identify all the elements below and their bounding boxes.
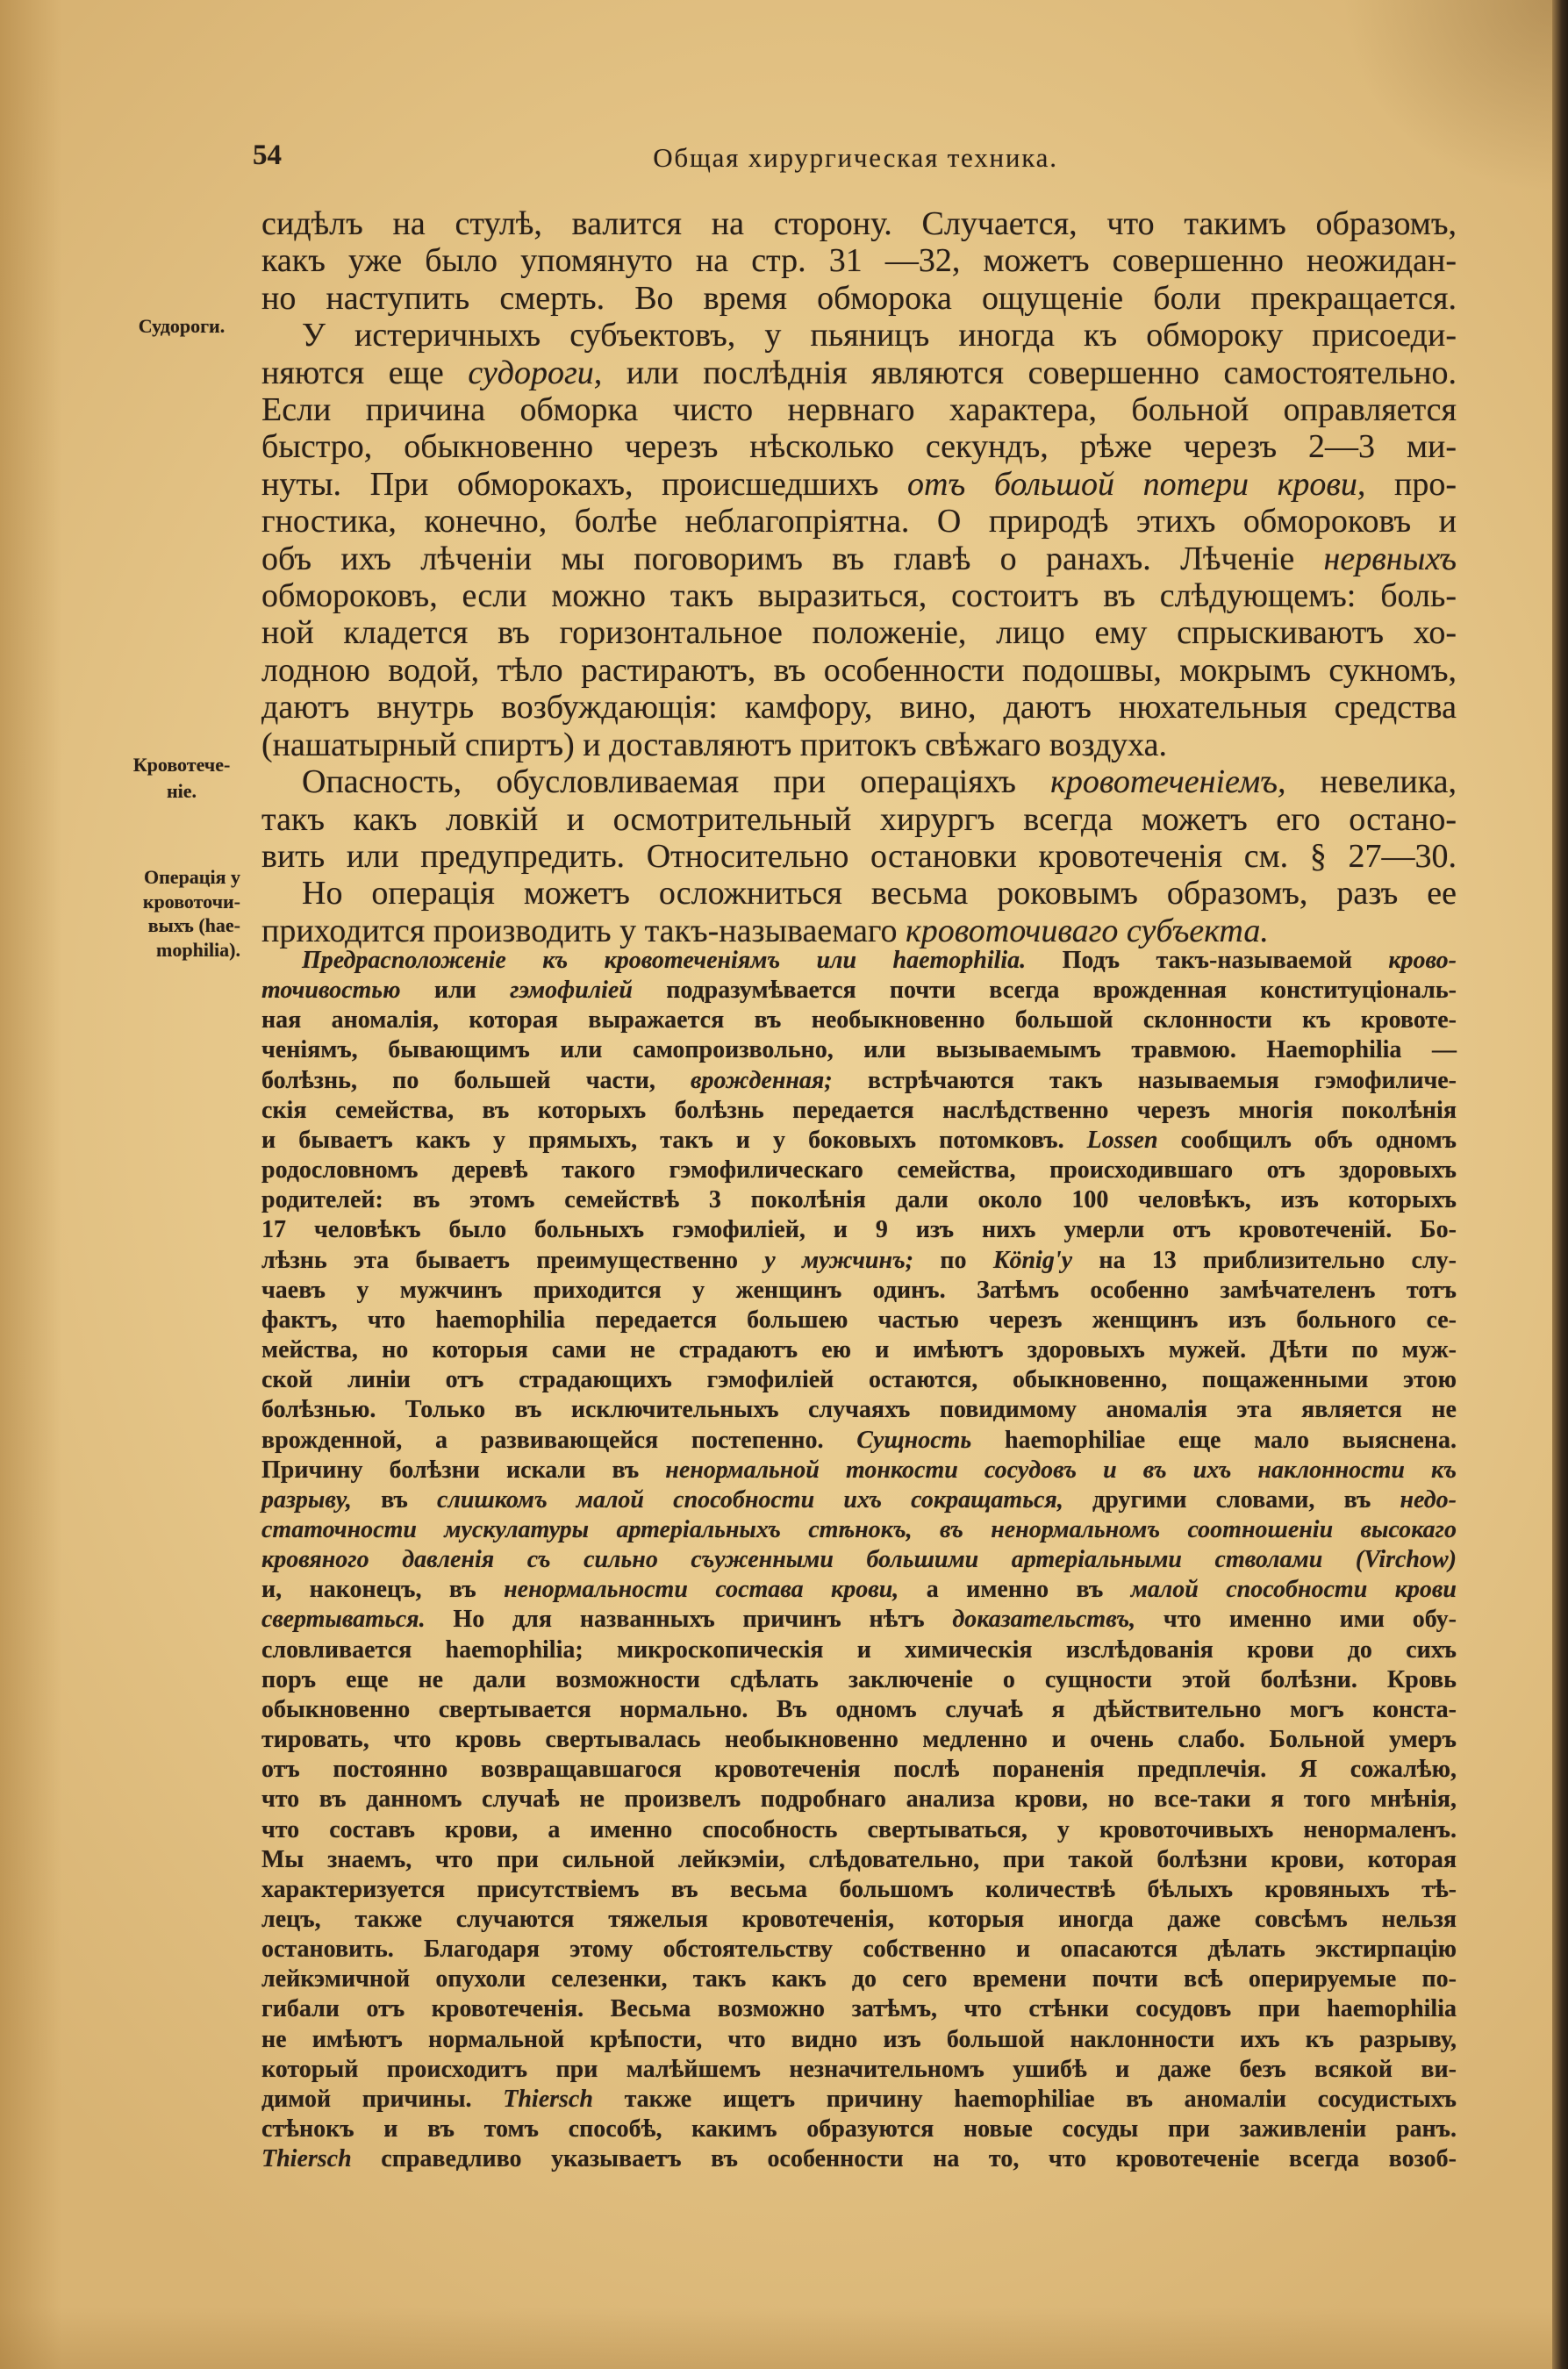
margin-note-line: выхъ (hae- [147,914,240,936]
text-line [261,1515,1457,1545]
running-head: Общая хирургическая техника. [653,142,1058,173]
emphasis-run: слишкомъ малой способности ихъ сокращаться, [437,1485,1063,1514]
text-run: а именно въ [899,1576,1131,1604]
margin-note-bleeding [123,752,240,805]
text-line: характеризуется присутствіемъ въ весьма большомъ количествѣ бѣлыхъ кровяныхъ тѣ- [261,1875,1457,1903]
text-line: чаевъ у мужчинъ приходится у женщинъ одинъ. Затѣмъ особенно замѣчателенъ тотъ [261,1276,1457,1304]
text-run: про- [1365,465,1457,503]
margin-note-line: Операція у [144,866,240,888]
emphasis-run: кровоточиваго субъекта. [906,912,1269,949]
text-line: ской линіи отъ страдающихъ гэмофиліей остаются, обыкновенно, пощаженными этою [261,1366,1457,1394]
emphasis-run: недо- [1400,1485,1457,1514]
emphasis-run: свертываться. [261,1606,426,1634]
text-line: какъ уже было упомянуто на стр. 31 —32, можетъ совершенно неожидан- [261,242,1457,280]
emphasis-run: нервныхъ [1323,540,1457,577]
text-line: лейкэмичной опухоли селезенки, такъ какъ до сего времени почти всѣ оперируемые по- [261,1965,1457,1993]
text-line: 17 человѣкъ было больныхъ гэмофиліей, и 9 изъ нихъ умерли отъ кровотеченій. Бо- [261,1216,1457,1244]
text-run: Причину болѣзни искали въ [261,1456,666,1484]
text-line: лецъ, также случаются тяжелыя кровотеченія, которыя иногда даже совсѣмъ нельзя [261,1906,1457,1933]
emphasis-run: ненормальной тонкости сосудовъ и въ ихъ наклонности къ [665,1456,1457,1484]
text-line [261,1575,1457,1605]
text-line: родителей: въ этомъ семействѣ 3 поколѣнія дали около 100 человѣкъ, изъ которыхъ [261,1186,1457,1214]
emphasis-run: Thiersch [503,2085,593,2113]
text-line [261,354,1457,391]
text-line: что въ данномъ случаѣ не произвелъ подробнаго анализа крови, но все-таки я того мнѣнія, [261,1786,1457,1814]
text-line: обмороковъ, если можно такъ выразиться, состоитъ въ слѣдующемъ: боль- [261,577,1457,615]
text-run: Но для названныхъ причинъ нѣтъ [425,1606,953,1634]
text-line: ная аномалія, которая выражается въ необыкновенно большой склонности къ кровоте- [261,1006,1457,1034]
text-line [261,976,1457,1006]
text-line: стѣнокъ и въ томъ способѣ, какимъ образуются новые сосуды при заживленіи ранъ. [261,2115,1457,2144]
text-run: объ ихъ лѣченіи мы поговоримъ въ главѣ о ранахъ. Лѣченіе [261,540,1324,577]
emphasis-run: гэмофиліей [510,977,633,1005]
margin-note-line: Кровотече- [132,754,231,776]
text-run: врожденной, а развивающейся постепенно. [261,1426,857,1454]
text-run: другими словами, въ [1063,1485,1400,1514]
text-line: даютъ внутрь возбуждающія: камфору, вино, даютъ нюхательныя средства [261,689,1457,726]
text-line [261,1126,1457,1156]
emphasis-run: крово- [1388,947,1457,974]
text-line [261,1246,1457,1276]
margin-note-operation-haemophilia [123,865,240,962]
text-line: обыкновенно свертывается нормально. Въ одномъ случаѣ я дѣйствительно могъ конста- [261,1695,1457,1723]
text-run: подразумѣвается почти всегда врожденная конституціональ- [632,977,1457,1005]
emphasis-run: врожденная; [691,1066,833,1094]
text-line: Но операція можетъ осложниться весьма роковымъ образомъ, разъ ее [302,875,1457,913]
text-line [261,1545,1457,1575]
text-run: нуты. При обморокахъ, происшедшихъ [261,465,908,503]
text-line: Если причина обморка чисто нервнаго характера, больной оправляется [261,391,1457,429]
text-line: гибали отъ кровотеченія. Весьма возможно затѣмъ, что стѣнки сосудовъ при haemophilia [261,1995,1457,2023]
emphasis-run: статочности мускулатуры артеріальныхъ стѣнокъ, въ ненормальномъ соотношеніи высокаго [261,1515,1457,1543]
margin-note-seizures [123,314,240,339]
emphasis-run: доказательствъ, [952,1606,1136,1634]
text-run: въ [351,1485,438,1514]
emphasis-run: Сущность [856,1426,972,1454]
text-run: также ищетъ причину haemophiliae въ аномаліи сосудистыхъ [592,2085,1457,2113]
text-run: по [913,1246,993,1274]
text-line: гностика, конечно, болѣе неблагопріятна. О природѣ этихъ обмороковъ и [261,503,1457,540]
page-edge-shadow-left [0,0,61,2369]
text-run: лѣзнь эта бываетъ преимущественно [261,1246,765,1274]
emphasis-run: Lossen [1086,1126,1158,1154]
text-run: сообщилъ объ одномъ [1157,1126,1457,1154]
text-run: невелика, [1285,763,1457,801]
page-edge-shadow-bottom [0,2308,1568,2369]
text-run: и, наконецъ, въ [261,1576,505,1604]
text-line: У истеричныхъ субъектовъ, у пьяницъ иногда къ обмороку присоеди- [302,317,1457,354]
text-line [261,1066,1457,1096]
text-line [261,2144,1457,2174]
emphasis-run: кровяного давленія съ сильно съуженными большими артеріальными стволами (Virchow) [261,1546,1457,1574]
text-run: или послѣднія являются совершенно самостоятельно. [602,354,1457,391]
emphasis-run: Предрасположеніе къ кровотеченіямъ или haemophilia. [302,947,1027,974]
emphasis-run: у мужчинъ; [764,1246,914,1274]
emphasis-run: отъ большой потери крови, [907,465,1366,503]
emphasis-run: ненормальности состава крови, [504,1576,899,1604]
text-line: словливается haemophilia; микроскопическія и химическія изслѣдованія крови до сихъ [261,1635,1457,1664]
emphasis-run: König'у [992,1246,1073,1274]
text-line [261,1426,1457,1456]
text-line: ной кладется въ горизонтальное положеніе, лицо ему спрыскиваютъ хо- [261,614,1457,652]
text-run: что именно ими обу- [1135,1606,1457,1634]
text-line [302,946,1457,976]
page-corner-shadow [1342,0,1552,193]
text-line: (нашатырный спиртъ) и доставляютъ притокъ свѣжаго воздуха. [261,726,1168,763]
text-line: болѣзнью. Только въ исключительныхъ случаяхъ повидимому аномалія эта является не [261,1396,1457,1424]
text-run: Подъ такъ-называемой [1026,947,1389,974]
text-line: лодною водой, тѣло растираютъ, въ особенности подошвы, мокрымъ сукномъ, [261,651,1457,689]
emphasis-run: точивостью [261,977,401,1005]
text-line [261,540,1457,577]
page-number: 54 [253,140,282,171]
text-line [261,1456,1457,1485]
margin-note-line: mophilia). [156,938,240,961]
text-line: тировать, что кровь свертывалась необыкновенно медленно и очень слабо. Больной умеръ [261,1726,1457,1754]
text-run: haemophiliae еще мало выяснена. [971,1426,1457,1454]
text-line: ченіямъ, бывающимъ или самопроизвольно, или вызываемымъ травмою. Haemophilia — [261,1036,1457,1064]
emphasis-run: судороги, [468,354,603,391]
text-run: болѣзнь, по большей части, [261,1066,691,1094]
text-line: фактъ, что haemophilia передается большею частью черезъ женщинъ изъ больного се- [261,1306,1457,1334]
text-run: димой причины. [261,2085,504,2113]
text-run: Опасность, обусловливаемая при операціяхъ [302,763,1051,801]
text-run: встрѣчаются такъ называемыя гэмофиличе- [832,1066,1457,1094]
text-run: или [400,977,511,1005]
text-line: родословномъ деревѣ такого гэмофилическаго семейства, происходившаго отъ здоровыхъ [261,1156,1457,1184]
emphasis-run: малой способности крови [1130,1576,1457,1604]
text-line [261,1485,1457,1515]
text-line [261,1605,1457,1635]
text-line: что составъ крови, а именно способность свертываться, у кровоточивыхъ ненормаленъ. [261,1815,1457,1843]
text-run: няются еще [261,354,469,391]
text-line: не имѣютъ нормальной крѣпости, что видно изъ большой наклонности ихъ къ разрыву, [261,2025,1457,2053]
text-run: приходится производить у такъ-называемаго [261,912,906,949]
text-line [261,466,1457,503]
text-line [261,913,1457,949]
text-line: сидѣлъ на стулѣ, валится на сторону. Случается, что такимъ образомъ, [261,205,1457,242]
text-run: и бываетъ какъ у прямыхъ, такъ и у боковыхъ потомковъ. [261,1126,1087,1154]
text-line: Мы знаемъ, что при сильной лейкэміи, слѣдовательно, при такой болѣзни крови, которая [261,1845,1457,1873]
text-line: отъ постоянно возвращавшагося кровотеченія послѣ пораненія предплечія. Я сожалѣю, [261,1756,1457,1784]
text-line: такъ какъ ловкій и осмотрительный хирургъ всегда можетъ его остано- [261,800,1457,838]
text-line: остановить. Благодаря этому обстоятельству собственно и опасаются дѣлать экстирпацію [261,1936,1457,1964]
text-line: но наступить смерть. Во время обморока ощущеніе боли прекращается. [261,279,1457,317]
margin-note-line: кровоточи- [142,890,240,913]
text-line [302,763,1457,800]
text-run: справедливо указываетъ въ особенности на то, что кровотеченіе всегда возоб- [351,2145,1457,2173]
text-line: быстро, обыкновенно черезъ нѣсколько секундъ, рѣже черезъ 2—3 ми- [261,428,1457,466]
emphasis-run: кровотеченіемъ, [1050,763,1286,801]
text-line [261,2085,1457,2115]
text-line: вить или предупредить. Относительно остановки кровотеченія см. § 27—30. [261,837,1457,875]
text-run: на 13 приблизительно слу- [1072,1246,1457,1274]
body-text-large [261,205,1457,949]
text-line: который происходитъ при малѣйшемъ незначительномъ ушибѣ и даже безъ всякой ви- [261,2055,1457,2083]
emphasis-run: разрыву, [261,1485,352,1514]
text-line: скія семейства, въ которыхъ болѣзнь передается наслѣдственно черезъ многія поколѣнія [261,1096,1457,1124]
page-edge-right [1552,0,1568,2369]
text-line: мейства, но которыя сами не страдаютъ ею и имѣютъ здоровыхъ мужей. Дѣти по муж- [261,1336,1457,1364]
margin-note-line: Судороги. [138,315,226,337]
text-line: поръ еще не дали возможности сдѣлать заключеніе о сущности этой болѣзни. Кровь [261,1665,1457,1693]
margin-note-line: ніе. [166,780,197,802]
body-text-small [261,946,1457,2174]
emphasis-run: Thiersch [261,2145,352,2173]
